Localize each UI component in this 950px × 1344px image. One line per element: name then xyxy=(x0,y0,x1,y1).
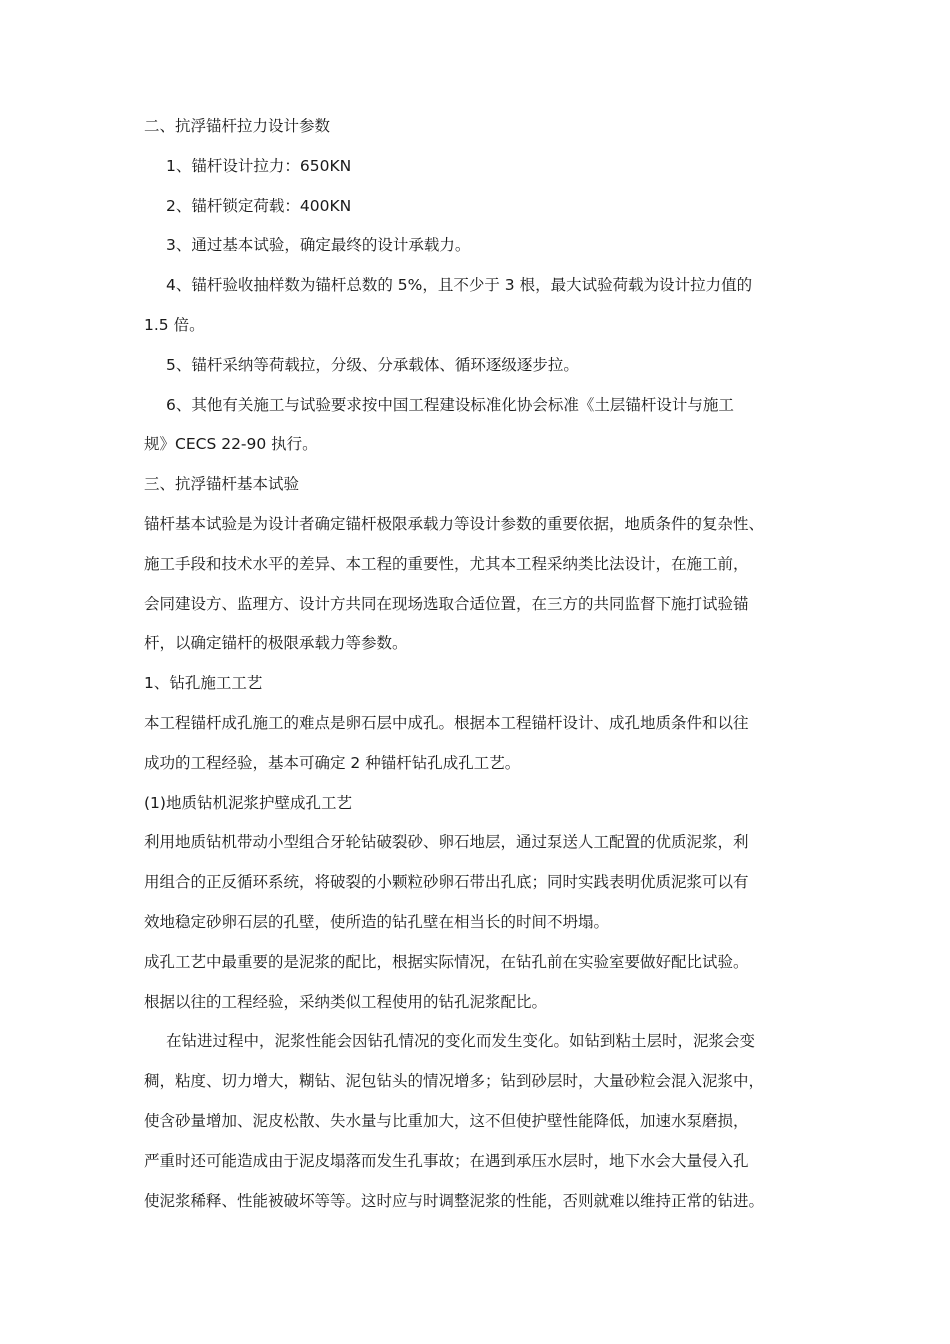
text-line: 成功的工程经验，基本可确定 2 种锚杆钻孔成孔工艺。 xyxy=(144,753,521,772)
text-line: 使泥浆稀释、性能被破坏等等。这时应与时调整泥浆的性能，否则就难以维持正常的钻进。 xyxy=(144,1191,765,1210)
text-line: 在钻进过程中，泥浆性能会因钻孔情况的变化而发生变化。如钻到粘土层时，泥浆会变 xyxy=(166,1032,756,1051)
text-line: 严重时还可能造成由于泥皮塌落而发生孔事故；在遇到承压水层时，地下水会大量侵入孔 xyxy=(144,1151,749,1170)
text-line: 三、抗浮锚杆基本试验 xyxy=(144,475,300,494)
text-line: 稠，粘度、切力增大，糊钻、泥包钻头的情况增多；钻到砂层时，大量砂粒会混入泥浆中， xyxy=(144,1072,765,1091)
text-line: 根据以往的工程经验，采纳类似工程使用的钻孔泥浆配比。 xyxy=(144,992,548,1011)
document-body xyxy=(144,107,812,1221)
text-line: 本工程锚杆成孔施工的难点是卵石层中成孔。根据本工程锚杆设计、成孔地质条件和以往 xyxy=(144,713,749,732)
text-line: 6、其他有关施工与试验要求按中国工程建设标准化协会标准《土层锚杆设计与施工 xyxy=(166,395,734,414)
text-line: (1)地质钻机泥浆护壁成孔工艺 xyxy=(144,793,352,812)
text-line: 会同建设方、监理方、设计方共同在现场选取合适位置，在三方的共同监督下施打试验锚 xyxy=(144,594,749,613)
text-line: 2、锚杆锁定荷载：400KN xyxy=(166,196,352,215)
text-line: 二、抗浮锚杆拉力设计参数 xyxy=(144,117,331,135)
text-line: 效地稳定砂卵石层的孔壁，使所造的钻孔壁在相当长的时间不坍塌。 xyxy=(144,912,610,931)
text-line: 用组合的正反循环系统，将破裂的小颗粒砂卵石带出孔底；同时实践表明优质泥浆可以有 xyxy=(144,873,749,892)
text-line: 施工手段和技术水平的差异、本工程的重要性，尤其本工程采纳类比法设计，在施工前， xyxy=(144,554,749,573)
text-line: 使含砂量增加、泥皮松散、失水量与比重加大，这不但使护壁性能降低，加速水泵磨损， xyxy=(144,1111,749,1130)
text-line: 1、钻孔施工工艺 xyxy=(144,674,263,693)
text-line: 1、锚杆设计拉力：650KN xyxy=(166,156,352,175)
text-line: 4、锚杆验收抽样数为锚杆总数的 5%，且不少于 3 根，最大试验荷载为设计拉力值的 xyxy=(166,276,753,295)
text-line: 3、通过基本试验，确定最终的设计承载力。 xyxy=(166,236,471,255)
text-line: 1.5 倍。 xyxy=(144,315,205,334)
text-line: 成孔工艺中最重要的是泥浆的配比，根据实际情况，在钻孔前在实验室要做好配比试验。 xyxy=(144,952,749,971)
text-line: 杆，以确定锚杆的极限承载力等参数。 xyxy=(144,634,408,653)
text-line: 规》CECS 22-90 执行。 xyxy=(144,435,318,454)
text-line: 5、锚杆采纳等荷载拉，分级、分承载体、循环逐级逐步拉。 xyxy=(166,355,579,374)
text-line: 利用地质钻机带动小型组合牙轮钻破裂砂、卵石地层，通过泵送人工配置的优质泥浆，利 xyxy=(144,833,749,852)
text-line: 锚杆基本试验是为设计者确定锚杆极限承载力等设计参数的重要依据，地质条件的复杂性、 xyxy=(144,514,765,533)
